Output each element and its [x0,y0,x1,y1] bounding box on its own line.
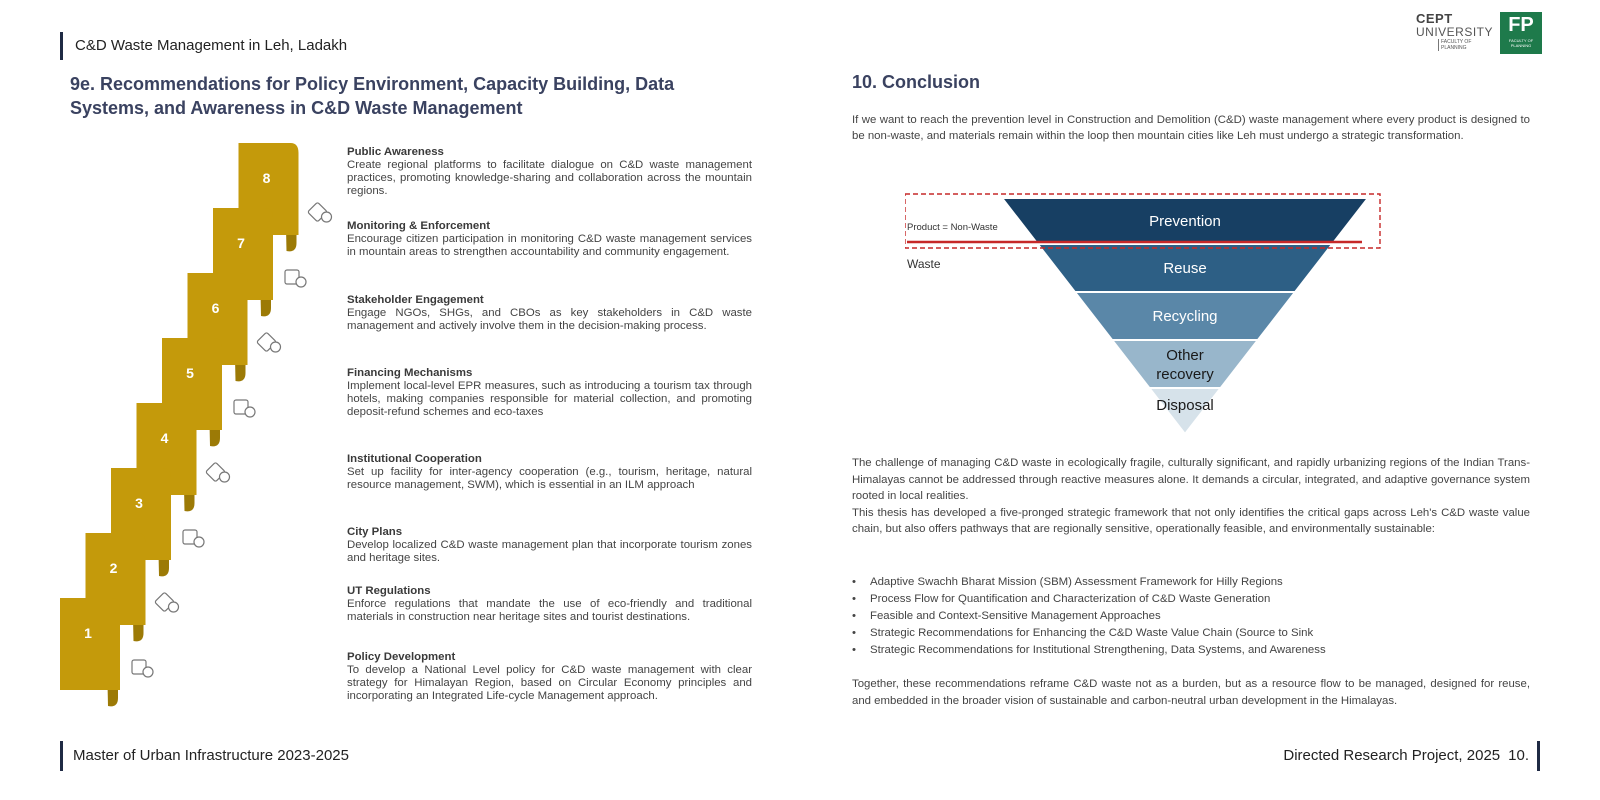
page-number: 10. [1508,747,1529,764]
recommendation-text: To develop a National Level policy for C&D waste management with clear strategy for Himalayan Region, based on Circular Economy principles and incorporating an Integrated Life-cycle Management approach. [347,664,752,702]
recommendation-text: Implement local-level EPR measures, such as introducing a tourism tax through hotels, making companies responsible for material collection, and promoting deposit-refund schemes and eco-taxes [347,380,752,418]
step-number: 1 [84,625,92,641]
section-heading-conclusion: 10. Conclusion [852,72,981,92]
framework-bullet-list [852,574,1530,659]
conclusion-para-challenge: The challenge of managing C&D waste in ecologically fragile, culturally significant, and rapidly urbanizing regions of the Indian Trans-Himalayas cannot be addressed through reactive measures alone. It demands a circular, integrated, and adaptive governance system rooted in local realities. [852,457,1530,502]
pyramid-level-label: recovery [1156,366,1214,383]
step-number: 5 [186,365,194,381]
cept-university-logo: CEPT UNIVERSITY FACULTY OF PLANNING [1416,12,1496,56]
framework-bullet: • Adaptive Swachh Bharat Mission (SBM) Assessment Framework for Hilly Regions [852,574,1530,591]
conclusion-para-framework: This thesis has developed a five-pronged strategic framework that not only identifies the critical gaps across Leh's C&D waste value chain, but also offers pathways that are regionally sensitive, operationally feasible, and environmentally sustainable: [852,506,1530,535]
step-icon [285,270,306,287]
footer-project [1283,741,1540,771]
recommendation-text: Set up facility for inter-agency cooperation (e.g., tourism, heritage, natural resource management, SWM), which is essential in an ILM approach [347,466,752,491]
recommendation-item [347,220,752,259]
recommendation-title: UT Regulations [347,585,431,597]
recommendation-title: Public Awareness [347,146,444,158]
step-number: 8 [262,170,271,186]
step-number: 3 [135,495,143,511]
conclusion-intro: If we want to reach the prevention level in Construction and Demolition (C&D) waste management where every product is designed to be non-waste, and materials remain within the loop then mountain cities like Leh must undergo a strategic transformation. [852,114,1530,142]
recommendation-text: Encourage citizen participation in monitoring C&D waste management services in mountain areas to strengthen accountability and community engagement. [347,233,752,258]
recommendation-title: Policy Development [347,651,456,663]
recommendation-title: Institutional Cooperation [347,453,482,465]
recommendation-item [347,367,752,419]
product-non-waste-label: Product = Non-Waste [907,222,998,233]
pyramid-level-label: Prevention [1149,213,1221,230]
recommendation-staircase [58,130,358,710]
recommendation-text: Engage NGOs, SHGs, and CBOs as key stakeholders in C&D waste management and actively involve them in the decision-making process. [347,307,752,332]
step-number: 2 [109,560,118,576]
step-icon [234,400,255,417]
conclusion-body [852,455,1530,538]
section-heading-recommendations: 9e. Recommendations for Policy Environment, Capacity Building, Data Systems, and Awareness in C&D Waste Management [70,74,675,118]
step-icon [308,202,332,222]
faculty-of-planning-logo: FP FACULTY OF PLANNING [1500,12,1542,54]
pyramid-level-label: Reuse [1163,260,1207,277]
step-number: 4 [160,430,169,446]
running-header: C&D Waste Management in Leh, Ladakh [60,32,347,60]
recommendation-title: Monitoring & Enforcement [347,220,491,232]
recommendation-item [347,526,752,565]
recommendation-item [347,585,752,624]
step-1 [60,598,120,706]
step-number: 6 [211,300,220,316]
recommendation-item [347,651,752,703]
step-icon [132,660,153,677]
conclusion-closing: Together, these recommendations reframe C&D waste not as a burden, but as a resource flow to be managed, designed for reuse, and embedded in the broader vision of sustainable and carbon-neutral urban development in the Himalayas. [852,678,1530,707]
recommendation-text: Develop localized C&D waste management plan that incorporate tourism zones and heritage sites. [347,539,752,564]
pyramid-level-label: Disposal [1156,397,1214,414]
pyramid-level-label: Other [1166,347,1204,364]
framework-bullet: • Process Flow for Quantification and Characterization of C&D Waste Generation [852,591,1530,608]
recommendation-title: City Plans [347,526,403,538]
recommendation-item [347,453,752,492]
recommendation-text: Create regional platforms to facilitate dialogue on C&D waste management practices, promoting knowledge-sharing and collaboration across the mountain regions. [347,159,752,197]
recommendation-title: Stakeholder Engagement [347,294,484,306]
step-icon [257,332,281,352]
recommendation-item [347,146,752,198]
step-icon [206,462,230,482]
step-icon [155,592,179,612]
step-number: 7 [237,235,245,251]
waste-hierarchy-pyramid [905,192,1415,448]
recommendation-item [347,294,752,333]
waste-label: Waste [907,257,941,271]
framework-bullet: • Strategic Recommendations for Enhancing the C&D Waste Value Chain (Source to Sink [852,625,1530,642]
framework-bullet: • Feasible and Context-Sensitive Management Approaches [852,608,1530,625]
footer-program: Master of Urban Infrastructure 2023-2025 [60,741,349,771]
footer-project-label: Directed Research Project, 2025 [1283,747,1501,764]
framework-bullet: • Strategic Recommendations for Institutional Strengthening, Data Systems, and Awareness [852,642,1530,659]
pyramid-level-label: Recycling [1152,308,1218,325]
step-icon [183,530,204,547]
recommendation-title: Financing Mechanisms [347,367,473,379]
recommendation-text: Enforce regulations that mandate the use of eco-friendly and traditional materials in construction near heritage sites and tourist destinations. [347,598,752,623]
